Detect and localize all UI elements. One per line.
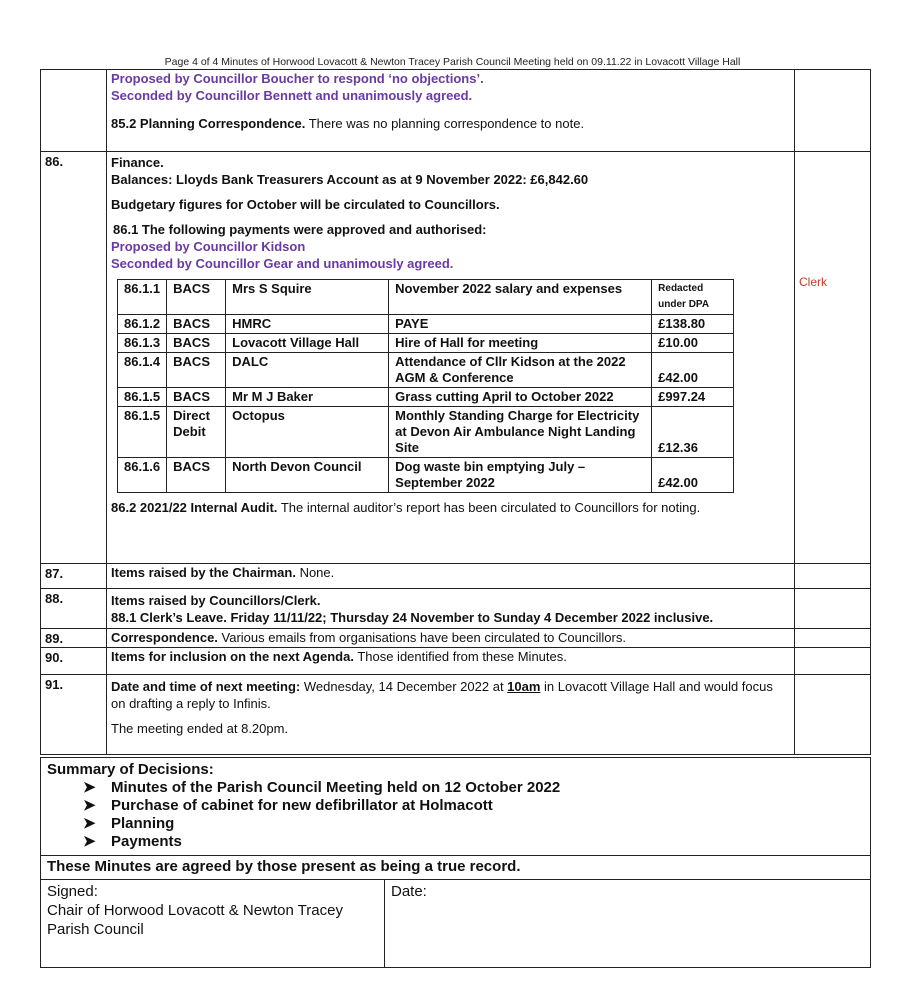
continuation-row: [41, 70, 871, 152]
payment-description: Attendance of Cllr Kidson at the 2022 AGM & Conference: [389, 353, 652, 388]
payment-description: Monthly Standing Charge for Electricity at Devon Air Ambulance Night Landing Site: [389, 407, 652, 458]
item-content-cell: [107, 70, 795, 152]
arrow-bullet-icon: ➤: [83, 797, 96, 814]
payment-row: [118, 407, 734, 458]
payment-amount: £42.00: [652, 353, 734, 388]
item-number-cell: [41, 70, 107, 152]
action-cell: [795, 648, 871, 675]
clerk-leave: 88.1 Clerk’s Leave. Friday 11/11/22; Thursday 24 November to Sunday 4 December 2022 inclusive.: [111, 610, 714, 625]
payment-method: BACS: [167, 388, 226, 407]
item-title: Correspondence.: [111, 630, 218, 645]
item-content-cell: [107, 675, 795, 755]
payment-payee: Octopus: [226, 407, 389, 458]
payment-amount: Redacted under DPA: [652, 280, 734, 315]
item-content-cell: [107, 629, 795, 648]
item-number: 89.: [41, 629, 107, 648]
finance-title: Finance.: [111, 155, 164, 170]
item-text: None.: [295, 565, 335, 580]
payment-ref: 86.1.2: [118, 315, 167, 334]
payment-row: [118, 353, 734, 388]
item-text: Those identified from these Minutes.: [353, 649, 567, 664]
item-89-row: [41, 629, 871, 648]
item-90-row: [41, 648, 871, 675]
agreed-row: [41, 856, 871, 880]
item-number: 86.: [41, 152, 107, 564]
payment-row: [118, 334, 734, 353]
item-title: Items raised by the Chairman.: [111, 565, 296, 580]
action-cell: [795, 564, 871, 589]
decision-item: [47, 797, 864, 815]
clerk-action: Clerk: [799, 275, 828, 289]
payment-method: Direct Debit: [167, 407, 226, 458]
payment-row: [118, 458, 734, 493]
payment-payee: Mr M J Baker: [226, 388, 389, 407]
next-meeting-time: 10am: [507, 679, 541, 694]
item-88-row: [41, 589, 871, 629]
payment-ref: 86.1.6: [118, 458, 167, 493]
decision-text: Planning: [111, 815, 175, 832]
next-meeting-title: Date and time of next meeting:: [111, 679, 301, 694]
minutes-table: [40, 69, 871, 755]
date-label: Date:: [391, 883, 427, 900]
payment-description: Dog waste bin emptying July – September 2022: [389, 458, 652, 493]
internal-audit-title: 86.2 2021/22 Internal Audit.: [111, 500, 278, 515]
meeting-ended: The meeting ended at 8.20pm.: [111, 721, 289, 736]
payment-row: [118, 315, 734, 334]
item-text: Various emails from organisations have been circulated to Councillors.: [217, 630, 626, 645]
date-cell: [385, 880, 871, 968]
payment-row: [118, 388, 734, 407]
next-meeting-text-end: in Lovacott Village Hall and would focus on drafting a reply to Infinis.: [111, 679, 773, 711]
arrow-bullet-icon: ➤: [83, 815, 96, 832]
item-content-cell: [107, 152, 795, 564]
page-header: Page 4 of 4 Minutes of Horwood Lovacott & Newton Tracey Parish Council Meeting held on 09.11.22 in Lovacott Village Hall: [164, 56, 741, 68]
payment-description: PAYE: [389, 315, 652, 334]
decision-item: [47, 815, 864, 833]
payment-ref: 86.1.5: [118, 388, 167, 407]
item-number: 88.: [41, 589, 107, 629]
proposed-line: Proposed by Councillor Boucher to respond ‘no objections’.: [111, 71, 484, 86]
payment-payee: DALC: [226, 353, 389, 388]
payments-table-body: [118, 280, 734, 493]
decision-item: [47, 779, 864, 797]
payment-method: BACS: [167, 280, 226, 315]
item-title: Items raised by Councillors/Clerk.: [111, 593, 321, 608]
arrow-bullet-icon: ➤: [83, 833, 96, 850]
payment-method: BACS: [167, 315, 226, 334]
payment-payee: North Devon Council: [226, 458, 389, 493]
payment-description: Grass cutting April to October 2022: [389, 388, 652, 407]
summary-table: [40, 757, 871, 968]
budget-line: Budgetary figures for October will be circulated to Councillors.: [111, 197, 500, 212]
payment-amount: £42.00: [652, 458, 734, 493]
internal-audit-text: The internal auditor’s report has been circulated to Councillors for noting.: [277, 500, 701, 515]
payment-method: BACS: [167, 458, 226, 493]
planning-correspondence: [111, 115, 790, 132]
next-meeting: [111, 678, 790, 712]
balances-line: Balances: Lloyds Bank Treasurers Account as at 9 November 2022: £6,842.60: [111, 172, 589, 187]
payment-amount: £138.80: [652, 315, 734, 334]
planning-correspondence-text: There was no planning correspondence to note.: [305, 116, 585, 131]
item-87-row: [41, 564, 871, 589]
action-cell: [795, 589, 871, 629]
payment-description: November 2022 salary and expenses: [389, 280, 652, 315]
payment-method: BACS: [167, 353, 226, 388]
seconded-line: Seconded by Councillor Bennett and unanimously agreed.: [111, 88, 473, 103]
action-cell: [795, 675, 871, 755]
next-meeting-text: Wednesday, 14 December 2022 at: [300, 679, 508, 694]
payment-amount: £997.24: [652, 388, 734, 407]
item-91-row: [41, 675, 871, 755]
summary-cell: [41, 758, 871, 856]
item-content-cell: [107, 648, 795, 675]
payment-ref: 86.1.5: [118, 407, 167, 458]
decision-text: Purchase of cabinet for new defibrillator at Holmacott: [111, 797, 493, 814]
signed-label: Signed:: [47, 883, 98, 900]
item-number: 91.: [41, 675, 107, 755]
seconded-line: Seconded by Councillor Gear and unanimously agreed.: [111, 256, 454, 271]
summary-title: Summary of Decisions:: [47, 761, 214, 778]
item-content-cell: [107, 589, 795, 629]
payment-ref: 86.1.1: [118, 280, 167, 315]
item-content-cell: [107, 564, 795, 589]
item-title: Items for inclusion on the next Agenda.: [111, 649, 354, 664]
agreed-statement: These Minutes are agreed by those present as being a true record.: [41, 856, 871, 880]
decision-item: [47, 833, 864, 851]
payment-amount: £10.00: [652, 334, 734, 353]
internal-audit: [111, 499, 790, 516]
payment-payee: Mrs S Squire: [226, 280, 389, 315]
item-number: 87.: [41, 564, 107, 589]
action-cell: [795, 70, 871, 152]
arrow-bullet-icon: ➤: [83, 779, 96, 796]
action-cell: [795, 152, 871, 564]
item-86-row: [41, 152, 871, 564]
payment-payee: Lovacott Village Hall: [226, 334, 389, 353]
payments-intro: 86.1 The following payments were approved and authorised:: [113, 222, 487, 237]
payment-payee: HMRC: [226, 315, 389, 334]
signature-cell: [41, 880, 385, 968]
payment-amount: £12.36: [652, 407, 734, 458]
item-number: 90.: [41, 648, 107, 675]
payment-method: BACS: [167, 334, 226, 353]
payment-ref: 86.1.4: [118, 353, 167, 388]
chair-role: Chair of Horwood Lovacott & Newton Tracey Parish Council: [47, 902, 343, 938]
decision-text: Payments: [111, 833, 182, 850]
payments-table: [117, 279, 734, 493]
planning-correspondence-title: 85.2 Planning Correspondence.: [111, 116, 306, 131]
signature-row: [41, 880, 871, 968]
payment-ref: 86.1.3: [118, 334, 167, 353]
payment-description: Hire of Hall for meeting: [389, 334, 652, 353]
summary-row: [41, 758, 871, 856]
payment-row: [118, 280, 734, 315]
proposed-line: Proposed by Councillor Kidson: [111, 239, 306, 254]
decision-list: [47, 779, 864, 851]
action-cell: [795, 629, 871, 648]
decision-text: Minutes of the Parish Council Meeting held on 12 October 2022: [111, 779, 561, 796]
